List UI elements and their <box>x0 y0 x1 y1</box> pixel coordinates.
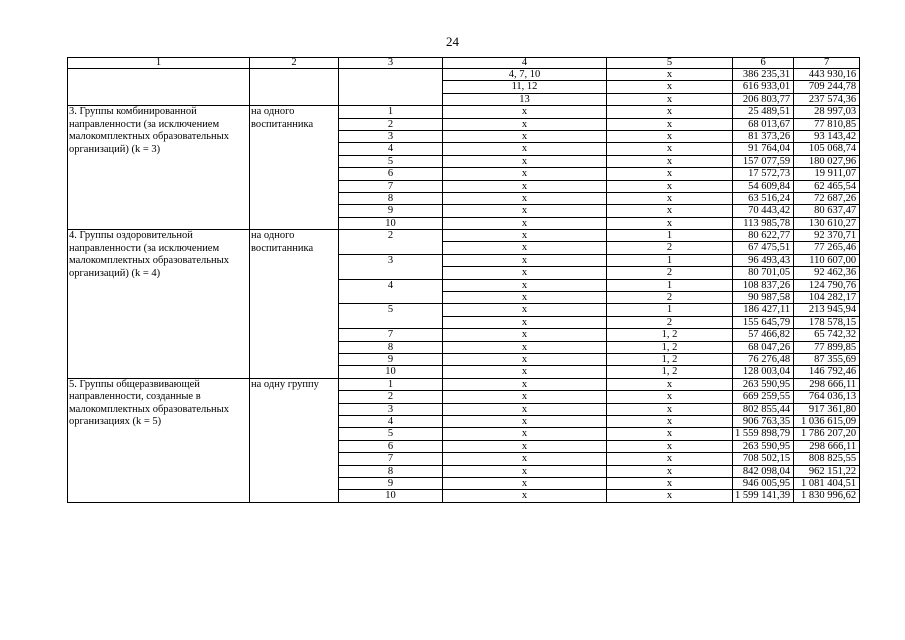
page-number: 24 <box>446 34 459 49</box>
col7-cell: 92 370,71 <box>794 230 860 242</box>
col4-cell: х <box>443 168 607 180</box>
col5-cell: х <box>607 403 733 415</box>
col7-cell: 124 790,76 <box>794 279 860 291</box>
col5-cell: 2 <box>607 316 733 328</box>
col5-cell: х <box>607 453 733 465</box>
col5-cell: х <box>607 192 733 204</box>
col3-cell: 8 <box>339 341 443 353</box>
col5-cell: х <box>607 93 733 105</box>
col5-cell: х <box>607 490 733 502</box>
col7-cell: 709 244,78 <box>794 81 860 93</box>
col3-cell: 4 <box>339 279 443 304</box>
col7-cell: 92 462,36 <box>794 267 860 279</box>
col6-cell: 68 047,26 <box>733 341 794 353</box>
col4-cell: х <box>443 477 607 489</box>
column-header: 7 <box>794 58 860 69</box>
col4-cell: х <box>443 440 607 452</box>
col6-cell: 128 003,04 <box>733 366 794 378</box>
col5-cell: х <box>607 428 733 440</box>
col4-cell: х <box>443 391 607 403</box>
col3-cell: 7 <box>339 180 443 192</box>
col4-cell: х <box>443 353 607 365</box>
col5-cell: х <box>607 465 733 477</box>
col7-cell: 77 265,46 <box>794 242 860 254</box>
col4-cell: х <box>443 205 607 217</box>
col4-cell: х <box>443 279 607 291</box>
col6-cell: 80 622,77 <box>733 230 794 242</box>
unit-cell: на одну группу <box>250 378 339 502</box>
col5-cell: х <box>607 155 733 167</box>
col4-cell: х <box>443 155 607 167</box>
table-row <box>68 106 860 118</box>
col4-cell: х <box>443 217 607 229</box>
col3-cell: 4 <box>339 415 443 427</box>
col6-cell: 90 987,58 <box>733 292 794 304</box>
col4-cell: х <box>443 316 607 328</box>
col6-cell: 386 235,31 <box>733 69 794 81</box>
col4-cell: х <box>443 118 607 130</box>
col6-cell: 81 373,26 <box>733 130 794 142</box>
col3-cell: 7 <box>339 329 443 341</box>
col4-cell: 11, 12 <box>443 81 607 93</box>
table-row <box>68 378 860 390</box>
col7-cell: 1 036 615,09 <box>794 415 860 427</box>
col6-cell: 263 590,95 <box>733 440 794 452</box>
column-header: 1 <box>68 58 250 69</box>
col4-cell: х <box>443 292 607 304</box>
col6-cell: 70 443,42 <box>733 205 794 217</box>
col4-cell: х <box>443 230 607 242</box>
col3-cell: 8 <box>339 192 443 204</box>
col5-cell: 1, 2 <box>607 353 733 365</box>
col6-cell: 17 572,73 <box>733 168 794 180</box>
col5-cell: х <box>607 205 733 217</box>
col4-cell: х <box>443 180 607 192</box>
col6-cell: 157 077,59 <box>733 155 794 167</box>
col7-cell: 1 081 404,51 <box>794 477 860 489</box>
col5-cell: 1 <box>607 254 733 266</box>
col4-cell: х <box>443 329 607 341</box>
col7-cell: 65 742,32 <box>794 329 860 341</box>
col7-cell: 180 027,96 <box>794 155 860 167</box>
col7-cell: 105 068,74 <box>794 143 860 155</box>
col3-cell: 5 <box>339 304 443 329</box>
col3-cell: 2 <box>339 230 443 255</box>
col6-cell: 186 427,11 <box>733 304 794 316</box>
col6-cell: 946 005,95 <box>733 477 794 489</box>
col3-cell: 3 <box>339 403 443 415</box>
col3-cell: 2 <box>339 118 443 130</box>
col5-cell: 1, 2 <box>607 366 733 378</box>
col4-cell: х <box>443 106 607 118</box>
col7-cell: 130 610,27 <box>794 217 860 229</box>
col5-cell: х <box>607 168 733 180</box>
col3-cell: 5 <box>339 428 443 440</box>
col6-cell: 108 837,26 <box>733 279 794 291</box>
col5-cell: 1 <box>607 279 733 291</box>
col6-cell: 155 645,79 <box>733 316 794 328</box>
col7-cell: 104 282,17 <box>794 292 860 304</box>
col3-cell: 6 <box>339 168 443 180</box>
col5-cell: х <box>607 378 733 390</box>
col6-cell: 263 590,95 <box>733 378 794 390</box>
col5-cell: х <box>607 415 733 427</box>
col5-cell: х <box>607 477 733 489</box>
col5-cell: 2 <box>607 292 733 304</box>
col7-cell: 443 930,16 <box>794 69 860 81</box>
col5-cell: 1 <box>607 304 733 316</box>
col5-cell: 1 <box>607 230 733 242</box>
col5-cell: х <box>607 391 733 403</box>
col7-cell: 213 945,94 <box>794 304 860 316</box>
col6-cell: 616 933,01 <box>733 81 794 93</box>
col3-cell: 3 <box>339 254 443 279</box>
unit-cell: на одного воспитанника <box>250 230 339 379</box>
col6-cell: 67 475,51 <box>733 242 794 254</box>
col5-cell: х <box>607 69 733 81</box>
col6-cell: 68 013,67 <box>733 118 794 130</box>
col3-cell: 5 <box>339 155 443 167</box>
col4-cell: х <box>443 341 607 353</box>
col3-cell: 1 <box>339 378 443 390</box>
column-header: 3 <box>339 58 443 69</box>
col6-cell: 113 985,78 <box>733 217 794 229</box>
col4-cell: х <box>443 192 607 204</box>
col6-cell: 54 609,84 <box>733 180 794 192</box>
col6-cell: 802 855,44 <box>733 403 794 415</box>
col4-cell: х <box>443 254 607 266</box>
col5-cell: х <box>607 180 733 192</box>
col5-cell: х <box>607 118 733 130</box>
col4-cell: х <box>443 453 607 465</box>
col7-cell: 1 830 996,62 <box>794 490 860 502</box>
col6-cell: 206 803,77 <box>733 93 794 105</box>
col3-cell: 9 <box>339 477 443 489</box>
col7-cell: 77 899,85 <box>794 341 860 353</box>
unit-cell <box>250 69 339 106</box>
col5-cell: х <box>607 217 733 229</box>
col7-cell: 298 666,11 <box>794 440 860 452</box>
col7-cell: 80 637,47 <box>794 205 860 217</box>
col4-cell: х <box>443 130 607 142</box>
col5-cell: х <box>607 143 733 155</box>
col3-cell: 4 <box>339 143 443 155</box>
group-title-cell: 5. Группы общеразвивающей направленности, созданные в малокомплектных образовательных организациях (k = 5) <box>68 378 250 502</box>
col5-cell: х <box>607 106 733 118</box>
col6-cell: 80 701,05 <box>733 267 794 279</box>
col3-cell: 10 <box>339 217 443 229</box>
col4-cell: х <box>443 304 607 316</box>
unit-cell: на одного воспитанника <box>250 106 339 230</box>
col3-cell: 8 <box>339 465 443 477</box>
col4-cell: 13 <box>443 93 607 105</box>
table-row <box>68 230 860 242</box>
column-header: 4 <box>443 58 607 69</box>
col3-cell: 10 <box>339 490 443 502</box>
col3-cell: 3 <box>339 130 443 142</box>
col7-cell: 962 151,22 <box>794 465 860 477</box>
col7-cell: 28 997,03 <box>794 106 860 118</box>
col6-cell: 91 764,04 <box>733 143 794 155</box>
col7-cell: 237 574,36 <box>794 93 860 105</box>
col3-cell: 1 <box>339 106 443 118</box>
col5-cell: х <box>607 440 733 452</box>
col6-cell: 1 599 141,39 <box>733 490 794 502</box>
col6-cell: 1 559 898,79 <box>733 428 794 440</box>
col5-cell: 2 <box>607 242 733 254</box>
col3-cell: 9 <box>339 205 443 217</box>
col4-cell: х <box>443 490 607 502</box>
col5-cell: х <box>607 81 733 93</box>
col4-cell: х <box>443 428 607 440</box>
col5-cell: 2 <box>607 267 733 279</box>
col4-cell: х <box>443 267 607 279</box>
col7-cell: 1 786 207,20 <box>794 428 860 440</box>
group-title-cell <box>68 69 250 106</box>
col4-cell: х <box>443 143 607 155</box>
col6-cell: 669 259,55 <box>733 391 794 403</box>
col5-cell: 1, 2 <box>607 329 733 341</box>
col7-cell: 146 792,46 <box>794 366 860 378</box>
col4-cell: х <box>443 465 607 477</box>
col4-cell: х <box>443 415 607 427</box>
col6-cell: 76 276,48 <box>733 353 794 365</box>
column-header: 5 <box>607 58 733 69</box>
col7-cell: 87 355,69 <box>794 353 860 365</box>
column-header: 6 <box>733 58 794 69</box>
column-header: 2 <box>250 58 339 69</box>
col7-cell: 808 825,55 <box>794 453 860 465</box>
col7-cell: 62 465,54 <box>794 180 860 192</box>
col4-cell: х <box>443 403 607 415</box>
col6-cell: 63 516,24 <box>733 192 794 204</box>
col4-cell: х <box>443 242 607 254</box>
col3-cell: 7 <box>339 453 443 465</box>
col7-cell: 917 361,80 <box>794 403 860 415</box>
col3-cell: 6 <box>339 440 443 452</box>
col4-cell: х <box>443 366 607 378</box>
col6-cell: 708 502,15 <box>733 453 794 465</box>
table-row <box>68 69 860 81</box>
col7-cell: 298 666,11 <box>794 378 860 390</box>
col7-cell: 764 036,13 <box>794 391 860 403</box>
header-row <box>68 58 860 69</box>
col5-cell: х <box>607 130 733 142</box>
col7-cell: 72 687,26 <box>794 192 860 204</box>
col3-cell: 9 <box>339 353 443 365</box>
col7-cell: 19 911,07 <box>794 168 860 180</box>
col7-cell: 93 143,42 <box>794 130 860 142</box>
col6-cell: 25 489,51 <box>733 106 794 118</box>
col6-cell: 57 466,82 <box>733 329 794 341</box>
col7-cell: 178 578,15 <box>794 316 860 328</box>
col6-cell: 96 493,43 <box>733 254 794 266</box>
group-title-cell: 4. Группы оздоровительной направленности (за исключением малокомплектных образовательных организаций) (k = 4) <box>68 230 250 379</box>
col7-cell: 110 607,00 <box>794 254 860 266</box>
col7-cell: 77 810,85 <box>794 118 860 130</box>
tariff-table <box>67 57 860 503</box>
col5-cell: 1, 2 <box>607 341 733 353</box>
col4-cell: 4, 7, 10 <box>443 69 607 81</box>
col6-cell: 906 763,35 <box>733 415 794 427</box>
col3-cell: 10 <box>339 366 443 378</box>
col3-cell <box>339 69 443 106</box>
col4-cell: х <box>443 378 607 390</box>
col3-cell: 2 <box>339 391 443 403</box>
group-title-cell: 3. Группы комбинированной направленности (за исключением малокомплектных образовательных организаций) (k = 3) <box>68 106 250 230</box>
col6-cell: 842 098,04 <box>733 465 794 477</box>
